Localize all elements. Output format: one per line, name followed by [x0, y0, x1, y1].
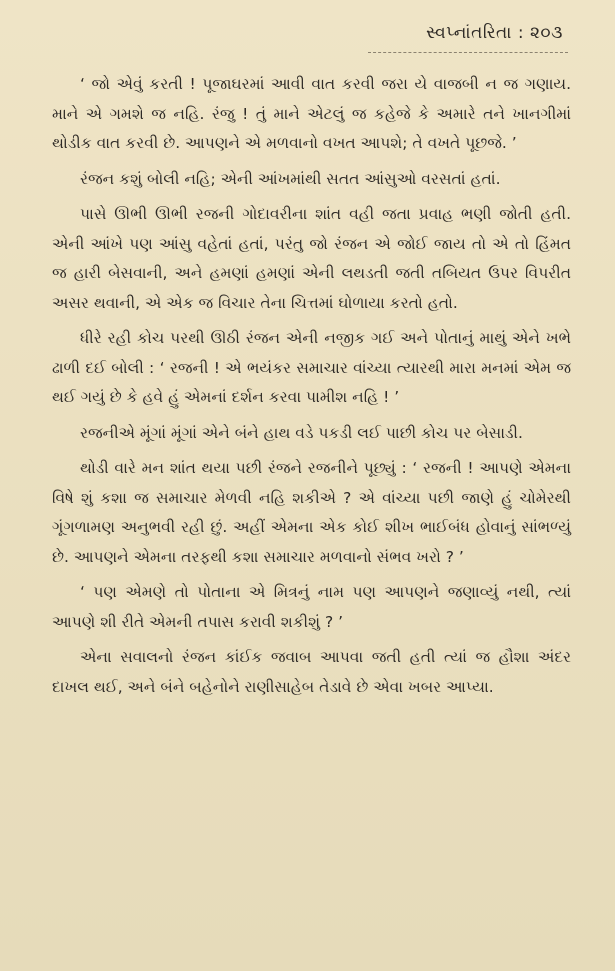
running-header: સ્વપ્નાંતરિતા : ૨૦૩: [426, 23, 563, 43]
paragraph: થોડી વારે મન શાંત થયા પછી રંજને રજનીને પૂછ્યું : ‘ રજની ! આપણે એમના વિષે શું કશા જ સમાચાર મેળવી નહિ શકીએ ? એ વાંચ્યા પછી જાણે હું ચોમેરથી ગૂંગળામણ અનુભવી રહી છું. અહીં એમના એક કોઈ શીખ ભાઈબંધ હોવાનું સાંભળ્યું છે. આપણને એમના તરફથી કશા સમાચાર મળવાનો સંભવ ખરો ? ’: [52, 459, 571, 566]
paragraph: ‘ પણ એમણે તો પોતાના એ મિત્રનું નામ પણ આપણને જણાવ્યું નથી, ત્યાં આપણે શી રીતે એમની તપાસ કરાવી શકીશું ? ’: [52, 583, 571, 631]
page-body: [52, 70, 571, 702]
header-underline: [368, 52, 568, 53]
paragraph: રંજન કશું બોલી નહિ; એની આંખમાંથી સતત આંસુઓ વરસતાં હતાં.: [80, 169, 501, 188]
paragraph: ધીરે રહી કોચ પરથી ઊઠી રંજન એની નજીક ગઈ અને પોતાનું માથું એને ખભે ઢાળી દઈ બોલી : ‘ રજની ! એ ભયંકર સમાચાર વાંચ્યા ત્યારથી મારા મનમાં એમ જ થઈ ગયું છે કે હવે હું એમનાં દર્શન કરવા પામીશ નહિ ! ’: [52, 329, 571, 406]
paragraph: પાસે ઊભી ઊભી રજની ગોદાવરીના શાંત વહી જતા પ્રવાહ ભણી જોતી હતી. એની આંખે પણ આંસુ વહેતાં હતાં, પરંતુ જો રંજન એ જોઈ જાય તો એ તો હિંમત જ હારી બેસવાની, અને હમણાં હમણાં એની લથડતી જતી તબિયત ઉપર વિપરીત અસર થવાની, એ એક જ વિચાર તેના ચિત્તમાં ઘોળાયા કરતો હતો.: [52, 205, 571, 312]
paragraph: એના સવાલનો રંજન કાંઈક જવાબ આપવા જતી હતી ત્યાં જ હૌશા અંદર દાખલ થઈ, અને બંને બહેનોને રાણીસાહેબ તેડાવે છે એવા ખબર આપ્યા.: [52, 648, 571, 696]
paragraph: ‘ જો એવું કરતી ! પૂજાઘરમાં આવી વાત કરવી જરા યે વાજબી ન જ ગણાય. માને એ ગમશે જ નહિ. રંજુ ! તું માને એટલું જ કહેજે કે અમારે તને ખાનગીમાં થોડીક વાત કરવી છે. આપણને એ મળવાનો વખત આપશે; તે વખતે પૂછજે. ’: [52, 75, 571, 152]
paragraph: રજનીએ મૂંગાં મૂંગાં એને બંને હાથ વડે પકડી લઈ પાછી કોચ પર બેસાડી.: [80, 423, 523, 442]
